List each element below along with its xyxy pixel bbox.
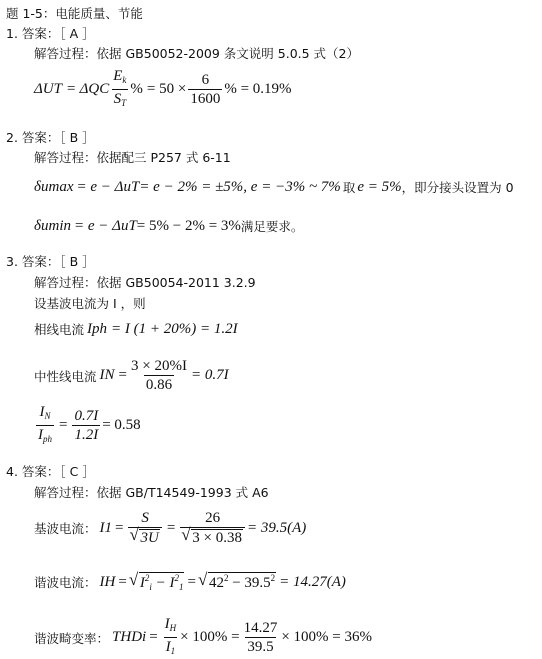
q2-process: 解答过程：依据配三 P257 式 6-11 bbox=[34, 150, 231, 165]
q3-f3: $\frac{I_N}{I_{ph}}$ = $\frac{0.7I}{1.2I}$ = 0.58 bbox=[34, 404, 141, 447]
q1-f-frac2: $\frac{6}{1600}$ bbox=[190, 72, 221, 107]
q1-f-pct: % bbox=[130, 81, 143, 97]
q1-f-rhs: = 50 × bbox=[146, 81, 187, 97]
q1-answer: 1. 答案：［ A ］ bbox=[6, 26, 95, 41]
q2-answer: 2. 答案：［ B ］ bbox=[6, 130, 95, 145]
q1-f-eq1: = ΔQ bbox=[65, 81, 100, 97]
q4-process: 解答过程：依据 GB/T14549-1993 式 A6 bbox=[34, 485, 269, 500]
q4-f2: 谐波电流： I H = √ $I^2_i - I^2_1$ = √ $42^2 - 39.5^2$ = 14.27(A) bbox=[34, 572, 346, 592]
q4-f3: 谐波畸变率： THD i = $\frac{I_H}{I_1}$ × 100% = $\frac{14.27}{39.5}$ × 100% = 36% bbox=[34, 616, 372, 659]
q1-formula bbox=[34, 68, 292, 111]
q2-line2: δu min = e − Δu T = 5% − 2% = 3% 满足要求。 bbox=[34, 217, 304, 234]
q1-f-q-sub: C bbox=[99, 81, 110, 97]
q4-answer: 4. 答案：［ C ］ bbox=[6, 464, 95, 479]
q3-process: 解答过程：依据 GB50054-2011 3.2.9 bbox=[34, 275, 256, 290]
q1-f-tail: % = 0.19% bbox=[224, 81, 292, 97]
q4-f1: 基波电流： I 1 = S √ 3U = 26 √ 3 × 0.38 = 39.5(A) bbox=[34, 510, 306, 546]
q1-f-lhs-sub: T bbox=[53, 81, 62, 97]
q1-f-frac1: $\frac{E_k}{S_T}$ bbox=[111, 68, 128, 111]
q3-f2: 中性线电流 I N = $\frac{3 \times 20\%I}{0.86}$ = 0.7I bbox=[34, 358, 229, 393]
q2-line1: δu max = e − Δu T = e − 2% = ±5%, e = −3% ~ 7% 取 e = 5% ，即分接头设置为 0 bbox=[34, 178, 514, 195]
q1-process: 解答过程：依据 GB50052-2009 条文说明 5.0.5 式（2） bbox=[34, 46, 360, 61]
q3-answer: 3. 答案：［ B ］ bbox=[6, 254, 95, 269]
q3-f1: 相线电流 I ph = I (1 + 20%) = 1.2I bbox=[34, 320, 238, 337]
q3-assume: 设基波电流为 I ，则 bbox=[34, 296, 146, 311]
q1-f-lhs: ΔU bbox=[34, 81, 54, 97]
page-title: 题 1-5：电能质量、节能 bbox=[6, 6, 143, 21]
